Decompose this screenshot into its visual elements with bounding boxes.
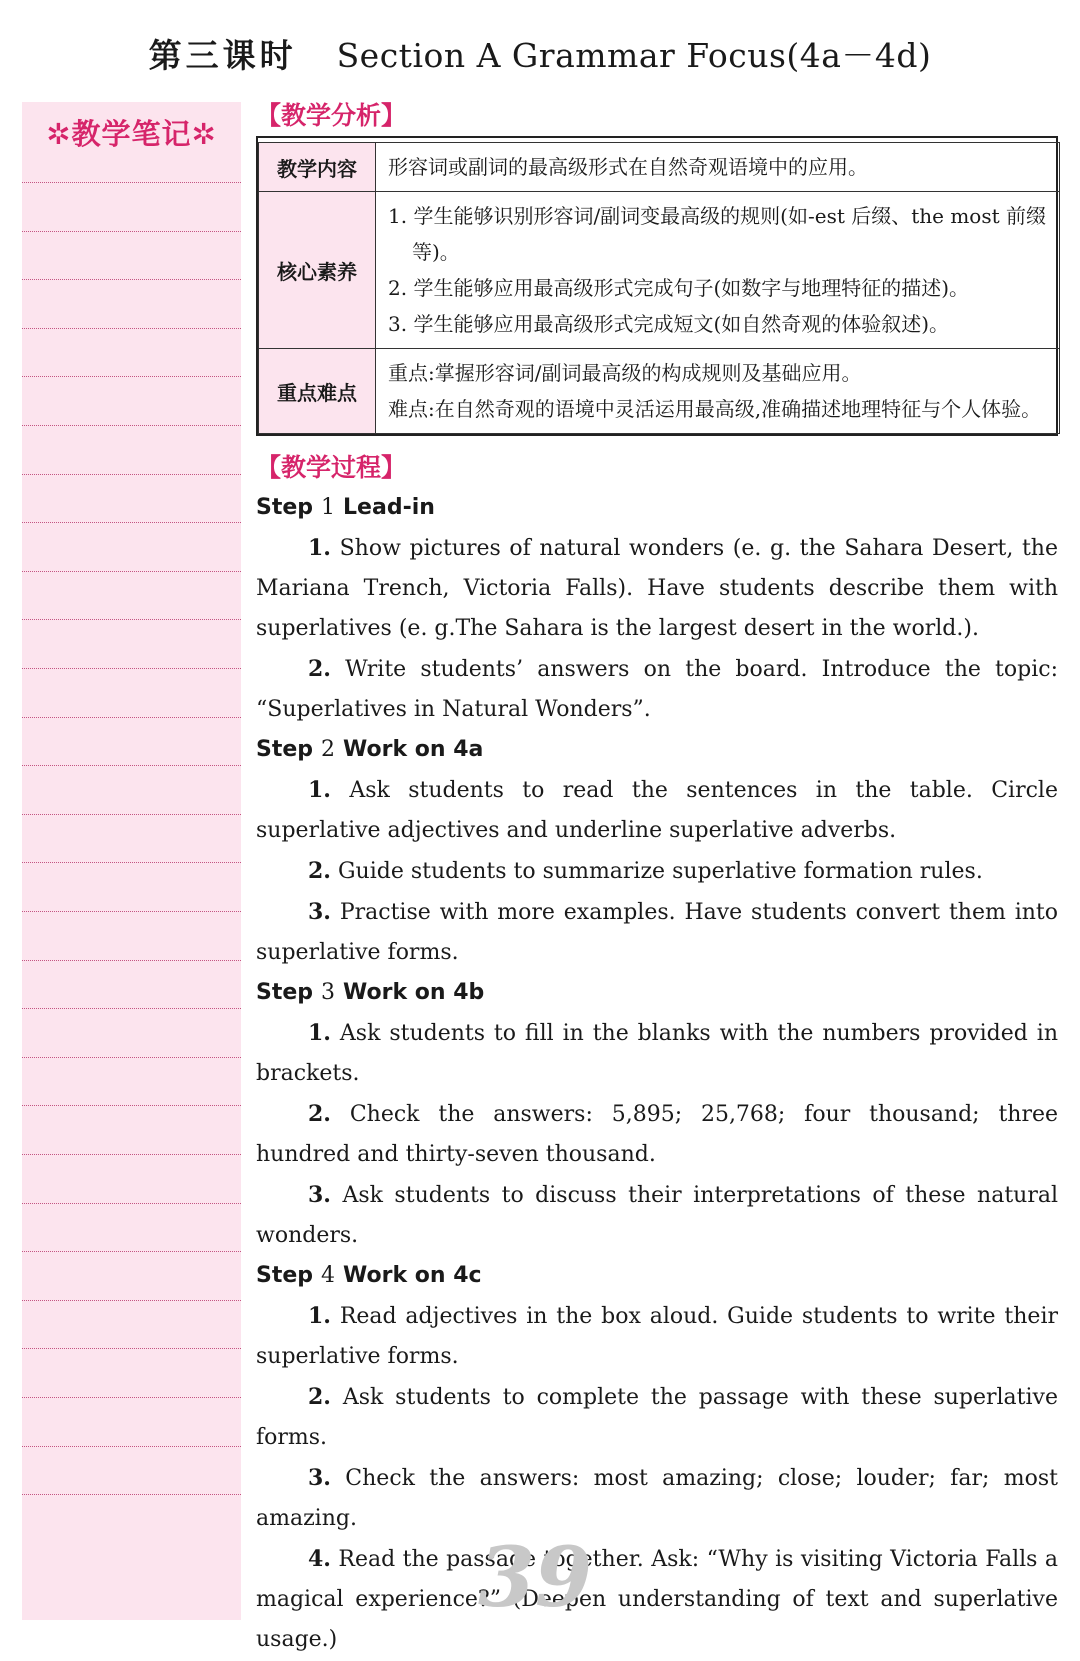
notes-line <box>22 1494 241 1495</box>
step-item <box>256 649 1058 730</box>
notes-line <box>22 279 241 280</box>
notes-line <box>22 862 241 863</box>
item-text: Ask students to read the sentences in the table. Circle superlative adjectives and underline superlative adverbs. <box>256 778 1058 843</box>
section-title: Section A Grammar Focus(4a－4d) <box>336 36 932 75</box>
content-line: 难点:在自然奇观的语境中灵活运用最高级,准确描述地理特征与个人体验。 <box>388 397 1042 421</box>
content-line: 2. 学生能够应用最高级形式完成句子(如数字与地理特征的描述)。 <box>388 276 970 300</box>
row-label: 重点难点 <box>259 349 376 434</box>
notes-line <box>22 911 241 912</box>
item-text: Read the passage together. Ask: “Why is visiting Victoria Falls a magical experience?” (Deepen understanding of text and superlative usage.) <box>256 1547 1058 1652</box>
notes-title: ✲教学笔记✲ <box>46 117 217 151</box>
step-item <box>256 770 1058 851</box>
analysis-table <box>256 136 1058 436</box>
page-title <box>0 30 1080 77</box>
notes-line <box>22 1300 241 1301</box>
item-text: Show pictures of natural wonders (e. g. the Sahara Desert, the Mariana Trench, Victoria Falls). Have students describe them with superlatives (e. g.The Sahara is the largest desert in the world.). <box>256 536 1058 641</box>
item-number: 3. <box>308 1182 331 1208</box>
table-row <box>259 192 1060 349</box>
item-text: Check the answers: 5,895; 25,768; four thousand; three hundred and thirty-seven thousand. <box>256 1102 1059 1167</box>
step-name: Lead-in <box>343 495 435 520</box>
item-number: 1. <box>308 1303 331 1329</box>
analysis-header: 【教学分析】 <box>256 101 407 130</box>
item-text: Guide students to summarize superlative formation rules. <box>337 859 983 884</box>
notes-line <box>22 1154 241 1155</box>
row-label: 核心素养 <box>259 192 376 349</box>
content-line: 3. 学生能够应用最高级形式完成短文(如自然奇观的体验叙述)。 <box>388 312 950 336</box>
step-item <box>256 1539 1058 1660</box>
step-item <box>256 1296 1058 1377</box>
step-item <box>256 892 1058 973</box>
item-number: 2. <box>308 1384 331 1410</box>
row-content <box>376 349 1060 434</box>
step-word: Step <box>256 737 314 762</box>
item-text: Read adjectives in the box aloud. Guide students to write their superlative forms. <box>256 1304 1058 1369</box>
step-item <box>256 1175 1058 1256</box>
notes-line <box>22 1203 241 1204</box>
notes-line <box>22 668 241 669</box>
item-number: 1. <box>308 535 331 561</box>
notes-line <box>22 765 241 766</box>
item-number: 1. <box>308 1020 331 1046</box>
notes-line <box>22 1446 241 1447</box>
row-content <box>376 192 1060 349</box>
step-item <box>256 528 1058 649</box>
step-word: Step <box>256 495 314 520</box>
item-text: Write students’ answers on the board. Introduce the topic: “Superlatives in Natural Wonders”. <box>256 657 1058 722</box>
step-word: Step <box>256 1263 314 1288</box>
content-line: 1. 学生能够识别形容词/副词变最高级的规则(如-est 后缀、the most 前缀等)。 <box>388 204 1047 264</box>
item-text: Check the answers: most amazing; close; louder; far; most amazing. <box>256 1466 1058 1531</box>
notes-column <box>22 102 241 1620</box>
step-heading <box>256 1256 1058 1296</box>
step-item <box>256 1094 1058 1175</box>
step-name: Work on 4a <box>343 737 484 762</box>
item-number: 3. <box>308 1465 331 1491</box>
table-row <box>259 349 1060 434</box>
notes-line <box>22 717 241 718</box>
notes-line <box>22 231 241 232</box>
step-name: Work on 4c <box>343 1263 482 1288</box>
notes-line <box>22 425 241 426</box>
content-line: 重点:掌握形容词/副词最高级的构成规则及基础应用。 <box>388 361 862 385</box>
item-number: 3. <box>308 899 331 925</box>
notes-line <box>22 1008 241 1009</box>
item-number: 1. <box>308 777 331 803</box>
notes-line <box>22 1397 241 1398</box>
step-name: Work on 4b <box>343 980 485 1005</box>
lesson-label: 第三课时 <box>148 36 297 75</box>
page-number: 39 <box>478 1530 593 1626</box>
row-label: 教学内容 <box>259 143 376 192</box>
table-row <box>259 143 1060 192</box>
row-content <box>376 143 1060 192</box>
step-number: 3 <box>321 980 336 1005</box>
notes-line <box>22 376 241 377</box>
item-text: Practise with more examples. Have students convert them into superlative forms. <box>256 900 1058 965</box>
item-text: Ask students to complete the passage with these superlative forms. <box>256 1385 1059 1450</box>
notes-line <box>22 182 241 183</box>
step-number: 4 <box>321 1263 336 1288</box>
notes-line <box>22 1057 241 1058</box>
step-item <box>256 1013 1058 1094</box>
notes-line <box>22 1251 241 1252</box>
item-number: 2. <box>308 1101 331 1127</box>
notes-line <box>22 522 241 523</box>
notes-line <box>22 1105 241 1106</box>
notes-line <box>22 619 241 620</box>
notes-line <box>22 814 241 815</box>
item-text: Ask students to fill in the blanks with the numbers provided in brackets. <box>256 1021 1058 1086</box>
step-number: 2 <box>321 737 336 762</box>
item-number: 4. <box>308 1546 331 1572</box>
step-heading <box>256 973 1058 1013</box>
process-body <box>256 488 1058 1660</box>
step-heading <box>256 488 1058 528</box>
process-header: 【教学过程】 <box>256 453 407 482</box>
step-heading <box>256 730 1058 770</box>
step-item <box>256 1458 1058 1539</box>
notes-line <box>22 571 241 572</box>
main-content <box>256 96 1058 1660</box>
notes-line <box>22 1348 241 1349</box>
step-number: 1 <box>321 495 336 520</box>
notes-line <box>22 474 241 475</box>
notes-line <box>22 328 241 329</box>
step-item <box>256 1377 1058 1458</box>
content-line: 形容词或副词的最高级形式在自然奇观语境中的应用。 <box>388 155 868 179</box>
step-word: Step <box>256 980 314 1005</box>
item-number: 2. <box>308 656 331 682</box>
item-text: Ask students to discuss their interpretations of these natural wonders. <box>256 1183 1059 1248</box>
step-item <box>256 851 1058 892</box>
item-number: 2. <box>308 858 331 884</box>
notes-line <box>22 960 241 961</box>
